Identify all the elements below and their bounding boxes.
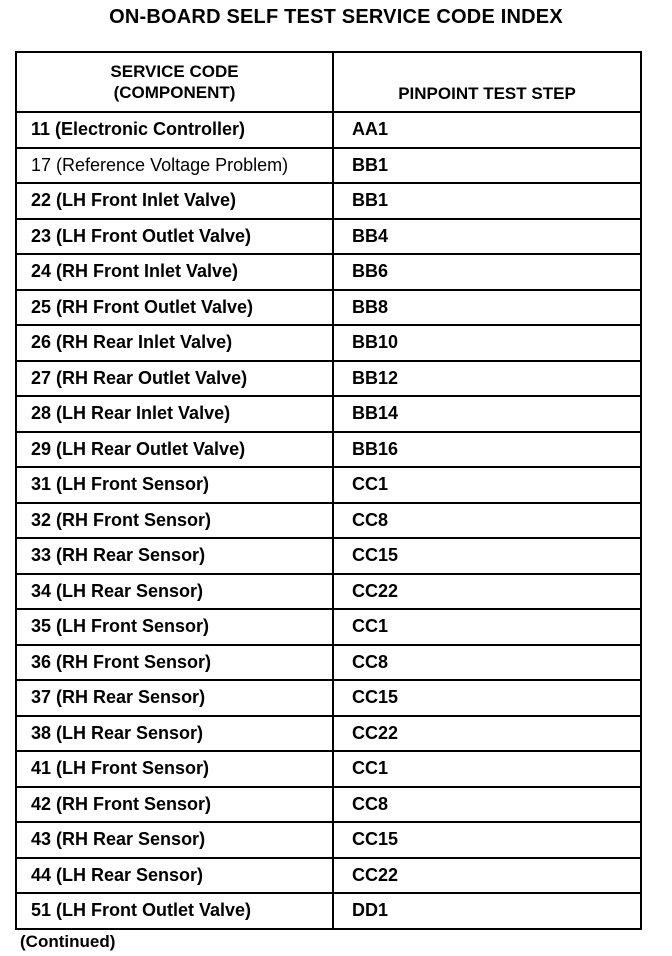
service-code-cell: 11 (Electronic Controller) [16,112,333,148]
test-step-cell: BB14 [333,396,641,432]
test-step-cell: BB12 [333,361,641,397]
continued-note: (Continued) [20,932,116,951]
service-code-cell: 31 (LH Front Sensor) [16,467,333,503]
test-step-cell: CC1 [333,751,641,787]
page-title: ON-BOARD SELF TEST SERVICE CODE INDEX [109,6,563,28]
header-service-code [16,52,333,112]
service-code-cell: 44 (LH Rear Sensor) [16,858,333,894]
service-code-cell: 41 (LH Front Sensor) [16,751,333,787]
service-code-cell: 27 (RH Rear Outlet Valve) [16,361,333,397]
test-step-cell: CC22 [333,574,641,610]
table-row [16,361,641,397]
service-code-cell: 33 (RH Rear Sensor) [16,538,333,574]
table-row [16,183,641,219]
service-code-cell: 35 (LH Front Sensor) [16,609,333,645]
test-step-cell: BB16 [333,432,641,468]
header-service-code-line2: (COMPONENT) [113,83,236,102]
test-step-cell: CC8 [333,787,641,823]
table-row [16,112,641,148]
table-row [16,432,641,468]
service-code-cell: 28 (LH Rear Inlet Valve) [16,396,333,432]
table-row [16,787,641,823]
table-row [16,148,641,184]
test-step-cell: CC22 [333,716,641,752]
service-code-cell: 22 (LH Front Inlet Valve) [16,183,333,219]
header-service-code-line1: SERVICE CODE [110,62,239,81]
table-row [16,325,641,361]
test-step-cell: CC1 [333,609,641,645]
table-row [16,396,641,432]
table-row [16,290,641,326]
test-step-cell: BB1 [333,183,641,219]
service-code-cell: 34 (LH Rear Sensor) [16,574,333,610]
test-step-cell: AA1 [333,112,641,148]
service-code-cell: 32 (RH Front Sensor) [16,503,333,539]
table-row [16,645,641,681]
service-code-table [15,51,642,930]
test-step-cell: CC15 [333,822,641,858]
test-step-cell: BB10 [333,325,641,361]
test-step-cell: DD1 [333,893,641,929]
table-header-row [16,52,641,112]
header-pinpoint-test-step: PINPOINT TEST STEP [333,52,641,112]
table-row [16,538,641,574]
table-row [16,503,641,539]
test-step-cell: BB1 [333,148,641,184]
service-code-cell: 43 (RH Rear Sensor) [16,822,333,858]
test-step-cell: CC8 [333,503,641,539]
table-row [16,716,641,752]
test-step-cell: CC22 [333,858,641,894]
service-code-cell: 25 (RH Front Outlet Valve) [16,290,333,326]
table-row [16,254,641,290]
service-code-cell: 42 (RH Front Sensor) [16,787,333,823]
table-row [16,467,641,503]
service-code-cell: 26 (RH Rear Inlet Valve) [16,325,333,361]
table-row [16,609,641,645]
service-code-cell: 38 (LH Rear Sensor) [16,716,333,752]
table-row [16,751,641,787]
service-code-cell: 17 (Reference Voltage Problem) [16,148,333,184]
service-code-cell: 36 (RH Front Sensor) [16,645,333,681]
test-step-cell: BB8 [333,290,641,326]
table-row [16,858,641,894]
table-row [16,574,641,610]
service-code-cell: 24 (RH Front Inlet Valve) [16,254,333,290]
service-code-cell: 51 (LH Front Outlet Valve) [16,893,333,929]
table-row [16,219,641,255]
test-step-cell: CC15 [333,538,641,574]
service-code-cell: 29 (LH Rear Outlet Valve) [16,432,333,468]
service-code-cell: 23 (LH Front Outlet Valve) [16,219,333,255]
service-code-cell: 37 (RH Rear Sensor) [16,680,333,716]
table-row [16,822,641,858]
test-step-cell: CC8 [333,645,641,681]
test-step-cell: BB6 [333,254,641,290]
test-step-cell: BB4 [333,219,641,255]
test-step-cell: CC1 [333,467,641,503]
table-row [16,893,641,929]
test-step-cell: CC15 [333,680,641,716]
table-row [16,680,641,716]
